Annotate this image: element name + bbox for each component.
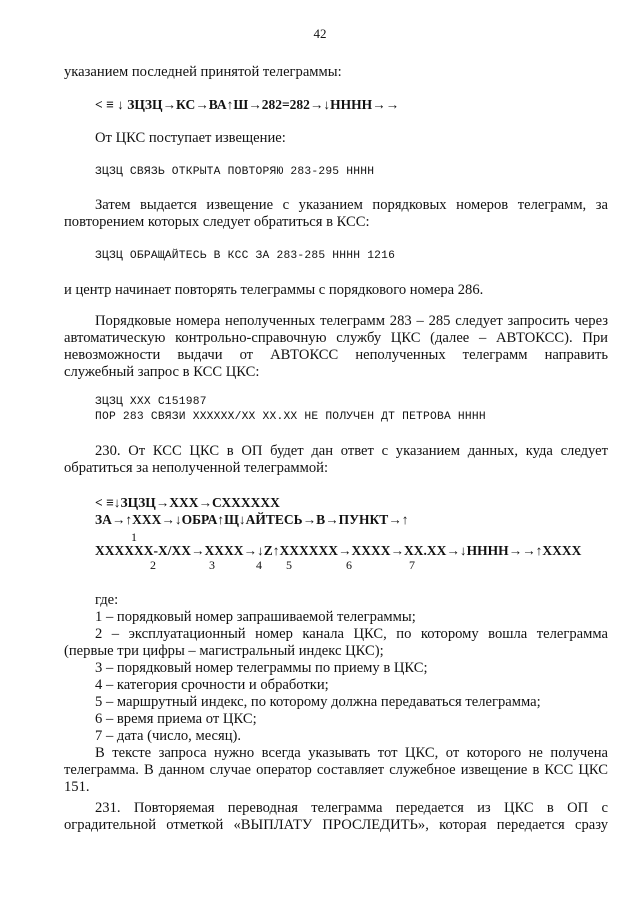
- telegram-formula: < ≡↓ЗЦЗЦ→ХХХ→СХХХХХХ: [95, 495, 280, 510]
- paragraph-text: и центр начинает повторять телеграммы с порядкового номера 286.: [64, 282, 484, 298]
- telegram-text: ЗЦЗЦ ХХХ С151987: [95, 396, 207, 408]
- paragraph-text: 230. От КСС ЦКС в ОП будет дан ответ с указанием данных, куда следует: [95, 443, 608, 459]
- field-number: 5: [286, 558, 292, 572]
- list-item: 5 – маршрутный индекс, по которому должна передаваться телеграмма;: [95, 694, 541, 710]
- field-number: 2: [150, 558, 156, 572]
- paragraph-text: служебный запрос в КСС ЦКС:: [64, 364, 260, 380]
- list-item: 3 – порядковый номер телеграммы по приему в ЦКС;: [95, 660, 428, 676]
- field-number: 4: [256, 558, 262, 572]
- paragraph-text: невозможности выдачи от АВТОКСС неполученных телеграмм направить: [64, 347, 608, 363]
- list-item: 6 – время приема от ЦКС;: [95, 711, 257, 727]
- paragraph-text: повторением которых следует обратиться в КСС:: [64, 214, 370, 230]
- field-number: 7: [409, 558, 415, 572]
- paragraph-text: От ЦКС поступает извещение:: [95, 130, 286, 146]
- field-number: 3: [209, 558, 215, 572]
- field-number: 6: [346, 558, 352, 572]
- paragraph-text: 151.: [64, 779, 90, 795]
- page-number: 42: [313, 26, 327, 41]
- paragraph-text: обратиться за неполученной телеграммой:: [64, 460, 329, 476]
- list-item: 2 – эксплуатационный номер канала ЦКС, по которому вошла телеграмма: [95, 626, 608, 642]
- telegram-text: ЗЦЗЦ СВЯЗЬ ОТКРЫТА ПОВТОРЯЮ 283-295 НННН: [95, 166, 375, 178]
- paragraph-text: оградительной отметкой «ВЫПЛАТУ ПРОСЛЕДИТЬ», которая передается сразу: [64, 817, 608, 833]
- list-item: 1 – порядковый номер запрашиваемой телеграммы;: [95, 609, 416, 625]
- telegram-formula: < ≡ ↓ ЗЦЗЦ→КС→ВА↑Ш→282=282→↓ННHН→→: [95, 97, 400, 112]
- list-item: (первые три цифры – магистральный индекс ЦКС);: [64, 643, 384, 659]
- field-number: 1: [131, 530, 137, 544]
- list-item: 7 – дата (число, месяц).: [95, 728, 242, 744]
- telegram-formula: ЗА→↑ХХХ→↓ОБРА↑Щ↓АЙТЕСЬ→В→ПУНКТ→↑: [95, 512, 409, 527]
- paragraph-text: В тексте запроса нужно всегда указывать тот ЦКС, от которого не получена: [95, 745, 608, 761]
- paragraph-text: указанием последней принятой телеграммы:: [64, 64, 342, 80]
- paragraph-text: автоматическую контрольно-справочную службу ЦКС (далее – АВТОКСС). При: [64, 330, 608, 346]
- list-heading: где:: [95, 592, 119, 608]
- paragraph-text: телеграмма. В данном случае оператор составляет служебное извещение в КСС ЦКС: [64, 762, 608, 778]
- paragraph-text: 231. Повторяемая переводная телеграмма передается из ЦКС в ОП с: [95, 800, 608, 816]
- paragraph-text: Порядковые номера неполученных телеграмм 283 – 285 следует запросить через: [95, 313, 608, 329]
- paragraph-text: Затем выдается извещение с указанием порядковых номеров телеграмм, за: [95, 197, 608, 213]
- telegram-text: ПОР 283 СВЯЗИ ХХХХХХ/ХХ ХХ.ХХ НЕ ПОЛУЧЕН ДТ ПЕТРОВА НННН: [95, 411, 486, 423]
- telegram-formula: ХХХХХХ-Х/ХХ→ХХХХ→↓Z↑ХХХХХХ→ХХХХ→ХХ.ХХ→↓НННН→→↑ХХХХ: [95, 543, 582, 558]
- telegram-text: ЗЦЗЦ ОБРАЩАЙТЕСЬ В КСС ЗА 283-285 НННН 1216: [95, 250, 396, 262]
- list-item: 4 – категория срочности и обработки;: [95, 677, 329, 693]
